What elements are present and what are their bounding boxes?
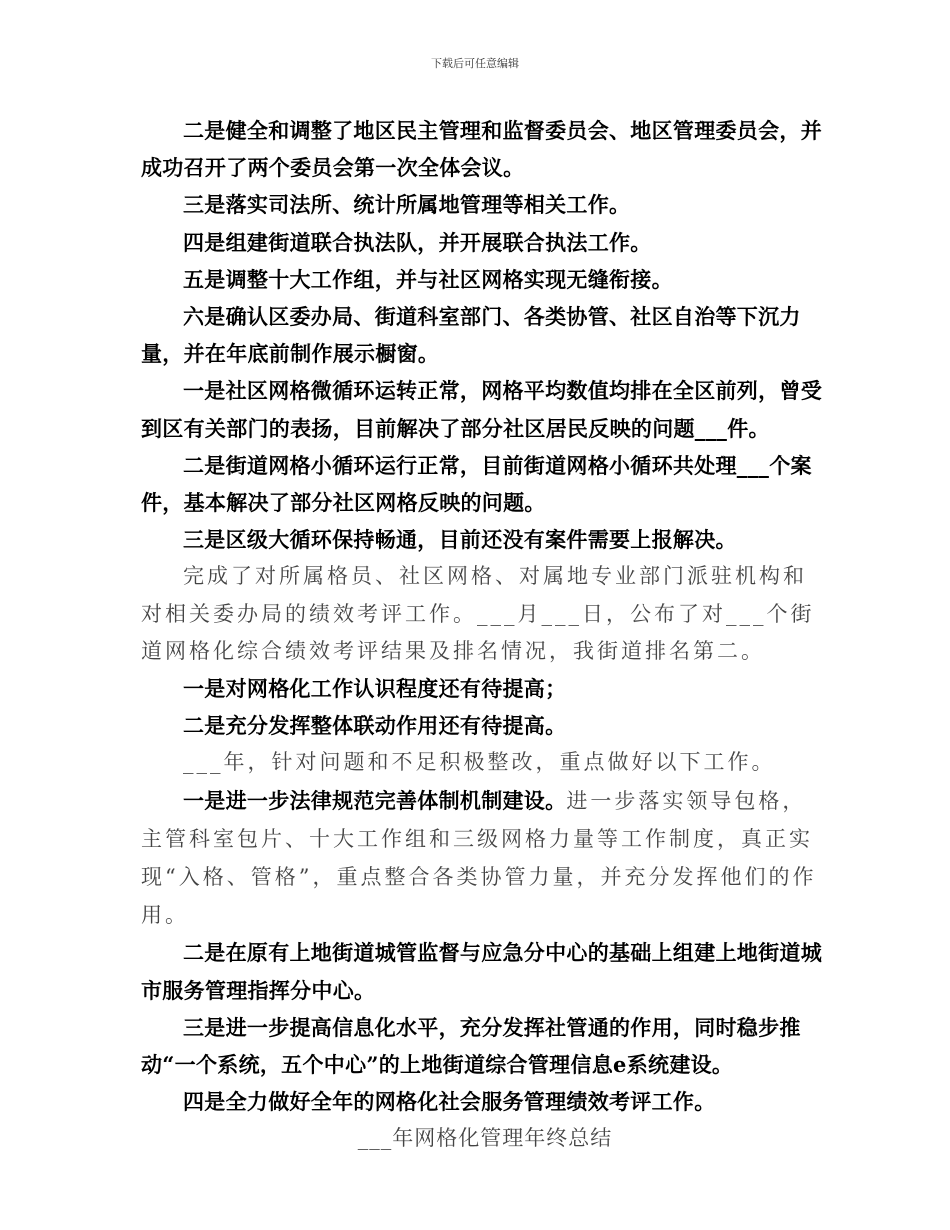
- paragraph: 一是社区网格微循环运转正常，网格平均数值均排在全区前列，曾受到区有关部门的表扬，目前解决了部分社区居民反映的问题___件。: [141, 378, 822, 441]
- paragraph: 二是街道网格小循环运行正常，目前街道网格小循环共处理___个案件，基本解决了部分社区网格反映的问题。: [141, 452, 812, 516]
- paragraph-lead: 一是进一步法律规范完善体制机制建设。: [183, 787, 567, 813]
- paragraph-rest: 进一步落实领导包格，主管科室包片、十大工作组和三级网格力量等工作制度，真正实现“入格、管格”，重点整合各类协管力量，并充分发挥他们的作用。: [141, 788, 817, 928]
- page-header: 下载后可任意编辑: [431, 57, 519, 70]
- paragraph: 五是调整十大工作组，并与社区网格实现无缝衔接。: [183, 266, 673, 292]
- paragraph: 三是区级大循环保持畅通，目前还没有案件需要上报解决。: [183, 527, 737, 553]
- paragraph: 二是充分发挥整体联动作用还有待提高。: [183, 713, 567, 739]
- paragraph: 六是确认区委办局、街道科室部门、各类协管、社区自治等下沉力量，并在年底前制作展示橱窗。: [141, 304, 801, 367]
- paragraph: 完成了对所属格员、社区网格、对属地专业部门派驻机构和对相关委办局的绩效考评工作。___月___日，公布了对___个街道网格化综合绩效考评结果及排名情况，我街道排名第二。: [141, 564, 815, 663]
- paragraph-mixed: [141, 782, 829, 935]
- paragraph: 二是健全和调整了地区民主管理和监督委员会、地区管理委员会，并成功召开了两个委员会第一次全体会议。: [141, 118, 822, 181]
- paragraph: ___年，针对问题和不足积极整改，重点做好以下工作。: [183, 750, 776, 775]
- paragraph: 三是进一步提高信息化水平，充分发挥社管通的作用，同时稳步推动“一个系统，五个中心”的上地街道综合管理信息e系统建设。: [141, 1014, 801, 1078]
- paragraph: 四是组建街道联合执法队，并开展联合执法工作。: [183, 229, 652, 255]
- paragraph: 二是在原有上地街道城管监督与应急分中心的基础上组建上地街道城市服务管理指挥分中心。: [141, 940, 822, 1003]
- paragraph: 三是落实司法所、统计所属地管理等相关工作。: [183, 192, 631, 218]
- paragraph: 一是对网格化工作认识程度还有待提高；: [183, 676, 567, 702]
- closing-title-text: ___年网格化管理年终总结: [357, 1126, 613, 1151]
- closing-title: [141, 1120, 829, 1157]
- document-body: [141, 112, 829, 1158]
- paragraph: 四是全力做好全年的网格化社会服务管理绩效考评工作。: [183, 1089, 716, 1115]
